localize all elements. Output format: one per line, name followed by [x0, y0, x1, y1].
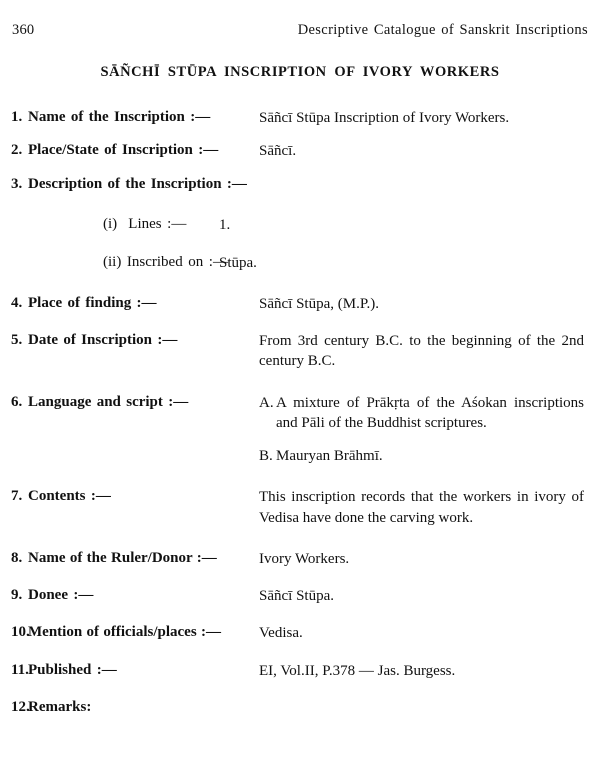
part-marker: B.	[259, 448, 273, 465]
entry-row-5	[0, 331, 600, 372]
part-text: Mauryan Brāhmī.	[276, 448, 383, 465]
entry-label: Place of finding :—	[28, 294, 157, 311]
entry-row-2	[0, 141, 600, 161]
page-title: SĀÑCHĪ STŪPA INSCRIPTION OF IVORY WORKERS	[100, 64, 500, 80]
entry-number: 4.	[11, 294, 23, 311]
entry-value: Vedisa.	[259, 625, 303, 642]
part-text: A mixture of Prākṛta of the Aśokan inscriptions and Pāli of the Buddhist scriptures.	[276, 394, 584, 431]
entry-value: From 3rd century B.C. to the beginning of the 2nd century B.C.	[259, 333, 584, 370]
entry-number: 10.	[11, 624, 30, 641]
entry-value	[259, 393, 600, 467]
entry-label: Date of Inscription :—	[28, 332, 178, 349]
running-head	[0, 22, 600, 42]
page-folio-number: 360	[12, 22, 35, 38]
entry-number: 6.	[11, 393, 23, 410]
entry-row-12	[0, 698, 600, 718]
entry-label: Mention of officials/places :—	[28, 624, 222, 641]
sub-entry-heading	[0, 253, 228, 273]
entry-row-1	[0, 108, 600, 128]
entry-list	[0, 108, 600, 731]
entry-row-4	[0, 294, 600, 314]
entry-value-part-b	[259, 446, 584, 466]
entry-value: EI, Vol.II, P.378 — Jas. Burgess.	[259, 662, 456, 679]
sub-entry-value: 1.	[219, 217, 231, 234]
entry-number: 9.	[11, 587, 23, 604]
entry-row-10	[0, 623, 600, 643]
entry-number: 12.	[11, 698, 30, 715]
entry-value: Sāñcī Stūpa, (M.P.).	[259, 295, 379, 312]
entry-value: Sāñcī Stūpa Inscription of Ivory Workers.	[259, 110, 510, 126]
entry-number: 5.	[11, 332, 23, 349]
entry-value: Ivory Workers.	[259, 550, 350, 567]
entry-number: 7.	[11, 488, 23, 505]
entry-row-9	[0, 586, 600, 606]
entry-label: Published :—	[28, 661, 117, 678]
sub-entry-value: Stūpa.	[219, 254, 257, 271]
sub-entry-label: Lines :—	[128, 216, 187, 233]
entry-value: Sāñcī Stūpa.	[259, 588, 334, 605]
entry-value-part-a	[259, 393, 584, 434]
entry-label: Description of the Inscription :—	[28, 175, 247, 192]
entry-number: 8.	[11, 549, 23, 566]
entry-label: Name of the Inscription :—	[28, 109, 211, 125]
entry-number: 1.	[11, 109, 23, 125]
entry-number: 11.	[11, 661, 29, 678]
sub-entry-row-i	[0, 215, 600, 235]
part-marker: A.	[259, 394, 274, 411]
entry-row-6	[0, 393, 600, 467]
entry-value: Sāñcī.	[259, 143, 297, 160]
entry-number: 2.	[11, 142, 23, 159]
sub-entry-number: (i)	[103, 216, 118, 233]
entry-label: Language and script :—	[28, 393, 189, 410]
entry-label: Donee :—	[28, 587, 94, 604]
entry-row-8	[0, 549, 600, 569]
entry-label: Contents :—	[28, 488, 111, 505]
entry-row-11	[0, 661, 600, 681]
sub-entry-number: (ii)	[103, 253, 122, 270]
entry-number: 3.	[11, 175, 23, 192]
entry-value: This inscription records that the workers in ivory of Vedisa have done the carving work.	[259, 489, 584, 526]
entry-label: Place/State of Inscription :—	[28, 142, 219, 159]
entry-label: Remarks:	[28, 698, 92, 715]
sub-entry-label: Inscribed on :—	[126, 253, 228, 270]
sub-entry-heading	[0, 215, 219, 235]
running-head-title: Descriptive Catalogue of Sanskrit Inscriptions	[297, 22, 588, 38]
sub-entry-row-ii	[0, 253, 600, 273]
entry-label: Name of the Ruler/Donor :—	[28, 549, 217, 566]
entry-row-3	[0, 175, 600, 195]
entry-row-7	[0, 487, 600, 528]
